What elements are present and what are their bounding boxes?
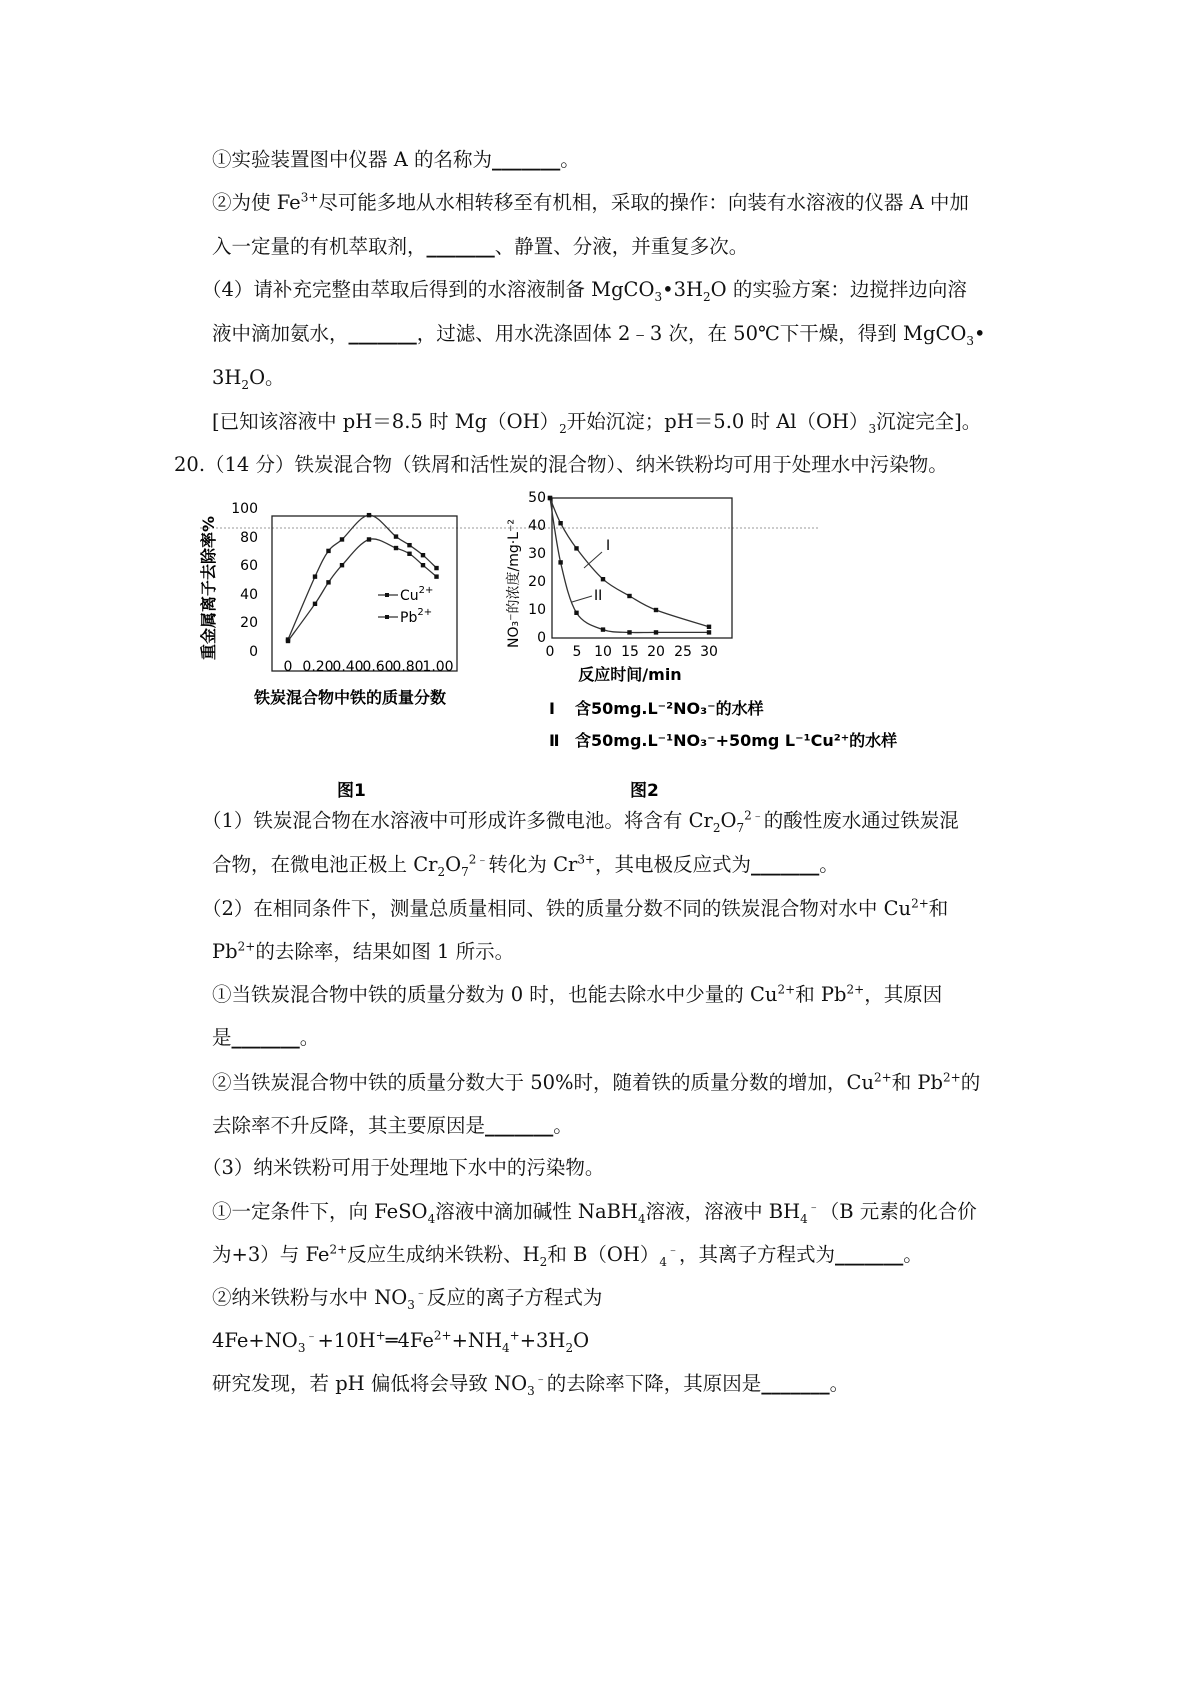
- text-run: ①当铁炭混合物中铁的质量分数为 0 时，也能去除水中少量的 Cu: [212, 983, 778, 1006]
- text-run: O: [445, 853, 462, 876]
- text-run: 4: [800, 1211, 808, 1226]
- text-run: 3: [868, 421, 877, 436]
- text-run: ，其电极反应式为: [595, 853, 752, 876]
- text-line-2: [212, 188, 969, 218]
- text-run: ，过滤、用水洗涤固体 2﹣3 次，在 50℃下干燥，得到 MgCO: [416, 322, 967, 345]
- text-run: •3H: [662, 278, 704, 301]
- fig2-note-1: 含50mg.L⁻²NO₃⁻的水样: [575, 699, 764, 718]
- text-run: 和 Pb: [891, 1071, 944, 1094]
- text-run: 。: [819, 853, 839, 876]
- fig2-point-0-5: [654, 608, 658, 612]
- fig1-point-1-7: [421, 563, 425, 567]
- text-run: 研究发现，若 pH 偏低将会导致 NO: [212, 1372, 528, 1395]
- text-run: 、静置、分液，并重复多次。: [494, 235, 749, 258]
- text-line-20: [212, 1283, 602, 1313]
- answer-blank: _______: [348, 322, 417, 345]
- fig1-point-0-7: [421, 553, 425, 557]
- fig1-x-axis-label: 铁炭混合物中铁的质量分数: [253, 688, 447, 707]
- text-run: ﹣: [666, 1242, 679, 1257]
- text-run: 2: [241, 377, 250, 392]
- fig2-tick-x-5: 25: [674, 644, 692, 660]
- text-line-12: [212, 937, 514, 967]
- text-run: 的去除率下降，其原因是: [546, 1372, 762, 1395]
- text-run: 转化为 Cr: [488, 853, 578, 876]
- fig1-tick-y-0: 0: [249, 644, 258, 660]
- text-run: 2+: [777, 982, 796, 997]
- text-run: ﹣: [305, 1328, 318, 1343]
- text-line-18: [212, 1197, 977, 1227]
- text-run: ②为使 Fe: [212, 191, 301, 214]
- fig1-point-0-6: [407, 543, 411, 547]
- fig1-point-1-1: [313, 602, 317, 606]
- fig1-tick-x-5: 1.00: [422, 659, 454, 675]
- fig2-tick-y-4: 40: [528, 518, 546, 534]
- fig2-tick-x-6: 30: [700, 644, 718, 660]
- fig2-point-1-3: [601, 627, 605, 631]
- fig1-point-1-8: [434, 574, 438, 578]
- text-run: 。: [903, 1243, 923, 1266]
- text-run: 2: [712, 820, 721, 835]
- text-run: （2）在相同条件下，测量总质量相同、铁的质量分数不同的铁炭混合物对水中 Cu: [202, 897, 912, 920]
- figure-2-chart: [505, 490, 897, 750]
- fig2-series-line-1: [550, 498, 709, 633]
- fig1-legend-marker-0: [385, 593, 389, 597]
- text-run: 入一定量的有机萃取剂，: [212, 235, 427, 258]
- text-run: 合物，在微电池正极上 Cr: [212, 853, 438, 876]
- text-run: 4: [659, 1254, 667, 1269]
- text-run: 4: [501, 1340, 510, 1355]
- text-run: 。: [560, 148, 580, 171]
- text-line-11: [202, 894, 948, 924]
- fig2-point-0-2: [574, 546, 578, 550]
- text-run: [已知该溶液中 pH＝8.5 时 Mg（OH）: [212, 410, 560, 433]
- fig1-point-0-2: [326, 549, 330, 553]
- text-line-3: [212, 232, 748, 262]
- fig1-legend-sup-0: 2+: [418, 585, 434, 596]
- fig1-y-axis-label: 重金属离子去除率%: [199, 515, 218, 660]
- fig1-tick-y-2: 40: [240, 587, 258, 603]
- text-run: 3: [654, 289, 663, 304]
- text-run: 液中滴加氨水，: [212, 322, 349, 345]
- text-run: +NH: [451, 1329, 502, 1352]
- text-run: （1）铁炭混合物在水溶液中可形成许多微电池。将含有 Cr: [202, 809, 713, 832]
- figures-area: [199, 490, 1020, 888]
- answer-blank: _______: [426, 235, 495, 258]
- text-line-16: [212, 1111, 573, 1141]
- text-run: 4: [427, 1211, 436, 1226]
- text-run: +: [375, 1328, 386, 1343]
- text-run: 为+3）与 Fe: [212, 1243, 330, 1266]
- fig2-point-0-6: [707, 625, 711, 629]
- fig1-point-1-3: [340, 563, 344, 567]
- fig1-tick-x-0: 0: [283, 659, 293, 675]
- fig2-x-axis-label: 反应时间/min: [578, 665, 682, 684]
- text-run: ﹣: [807, 1199, 820, 1214]
- text-run: 3: [527, 1383, 535, 1398]
- text-run: 7: [736, 820, 745, 835]
- text-run: 2+: [943, 1070, 961, 1085]
- text-run: 4Fe+NO: [212, 1329, 298, 1352]
- text-run: 2+: [237, 939, 256, 954]
- fig1-point-0-5: [394, 534, 398, 538]
- text-line-6: [212, 363, 285, 393]
- text-run: ②纳米铁粉与水中 NO: [212, 1286, 408, 1309]
- text-run: O: [573, 1329, 590, 1352]
- fig2-note-2: 含50mg.L⁻¹NO₃⁻+50mg L⁻¹Cu²⁺的水样: [575, 731, 898, 750]
- fig2-point-0-4: [627, 594, 631, 598]
- fig1-legend-label-0: $Cu^{2+}$: [400, 585, 434, 604]
- text-run: 的: [960, 1071, 981, 1094]
- text-run: ═4Fe: [385, 1329, 434, 1352]
- fig1-point-1-4: [367, 537, 371, 541]
- text-run: 4: [637, 1211, 646, 1226]
- text-run: 3: [407, 1297, 415, 1312]
- fig2-tick-y-1: 10: [528, 602, 546, 618]
- text-run: 3: [297, 1340, 306, 1355]
- fig2-point-1-2: [574, 611, 578, 615]
- text-run: +3H: [519, 1329, 566, 1352]
- fig2-note-2-label: Ⅱ: [549, 731, 560, 750]
- answer-blank: _______: [835, 1243, 904, 1266]
- text-run: 3+: [577, 852, 596, 867]
- text-run: （4）请补充完整由萃取后得到的水溶液制备 MgCO: [202, 278, 655, 301]
- fig1-point-1-6: [407, 552, 411, 556]
- text-run: （B 元素的化合价: [819, 1200, 977, 1223]
- fig1-tick-y-5: 100: [231, 501, 258, 517]
- fig2-series-leader-0: [584, 552, 602, 568]
- text-run: +: [509, 1328, 520, 1343]
- fig2-note-1-label: Ⅰ: [549, 699, 555, 718]
- text-run: O: [720, 809, 737, 832]
- text-line-17: [202, 1153, 604, 1183]
- fig1-tick-y-3: 60: [240, 558, 258, 574]
- answer-blank: _______: [751, 853, 820, 876]
- text-run: ①一定条件下，向 FeSO: [212, 1200, 428, 1223]
- text-line-22: [212, 1369, 849, 1399]
- text-run: 2+: [911, 896, 929, 911]
- text-run: 2+: [846, 982, 865, 997]
- fig2-tick-y-3: 30: [528, 546, 546, 562]
- text-run: 2+: [433, 1328, 452, 1343]
- fig1-point-0-1: [313, 574, 317, 578]
- fig2-tick-y-5: 50: [528, 490, 546, 506]
- figure-1-chart: [199, 501, 457, 707]
- fig1-point-0-8: [434, 566, 438, 570]
- figure-2-number: 图2: [630, 781, 659, 801]
- fig1-legend-marker-1: [385, 615, 389, 619]
- text-line-13: [212, 980, 942, 1010]
- figure-1-number: 图1: [337, 781, 366, 801]
- fig2-point-1-1: [558, 560, 562, 564]
- text-run: 。: [829, 1372, 850, 1395]
- figures-svg: [199, 490, 1020, 888]
- text-line-19: [212, 1240, 923, 1270]
- answer-blank: _______: [761, 1372, 830, 1395]
- answer-blank: _______: [485, 1114, 554, 1137]
- text-run: （3）纳米铁粉可用于处理地下水中的污染物。: [202, 1156, 605, 1179]
- fig2-tick-y-2: 20: [528, 574, 546, 590]
- text-run: 7: [461, 864, 469, 879]
- fig2-series-leader-1: [572, 596, 592, 602]
- text-run: Pb: [212, 940, 238, 963]
- text-run: 2: [539, 1254, 548, 1269]
- fig2-series-label-1: II: [594, 588, 603, 604]
- text-run: 开始沉淀；pH＝5.0 时 Al（OH）: [566, 410, 869, 433]
- fig2-point-1-4: [627, 630, 631, 634]
- fig1-tick-y-1: 20: [240, 615, 258, 631]
- text-run: 2: [565, 1340, 574, 1355]
- text-line-5: [212, 319, 986, 349]
- fig1-point-1-0: [286, 639, 290, 643]
- text-run: 和 Pb: [795, 983, 847, 1006]
- text-line-7: [212, 407, 981, 437]
- fig2-series-group: [548, 496, 711, 635]
- text-run: 3+: [300, 190, 319, 205]
- fig2-tick-x-4: 20: [647, 644, 665, 660]
- answer-blank: _______: [231, 1026, 300, 1049]
- fig1-tick-x-4: 0.80: [392, 659, 424, 675]
- text-run: ①实验装置图中仪器 A 的名称为: [212, 148, 492, 171]
- text-run: ﹣: [414, 1285, 427, 1300]
- text-run: ﹣: [534, 1371, 547, 1386]
- text-line-15: [212, 1068, 980, 1098]
- fig2-tick-x-3: 15: [621, 644, 639, 660]
- fig1-tick-x-3: 0.60: [362, 659, 394, 675]
- fig2-series-label-0: I: [606, 538, 611, 554]
- text-run: +10H: [317, 1329, 376, 1352]
- text-run: 尽可能多地从水相转移至有机相，采取的操作：向装有水溶液的仪器 A 中加: [318, 191, 969, 214]
- text-run: 20.（14 分）铁炭混合物（铁屑和活性炭的混合物）、纳米铁粉均可用于处理水中污染物。: [174, 453, 948, 476]
- fig1-tick-y-4: 80: [240, 530, 258, 546]
- fig2-point-0-3: [601, 577, 605, 581]
- text-run: 反应的离子方程式为: [426, 1286, 603, 1309]
- text-run: 2﹣: [744, 808, 764, 823]
- text-run: 反应生成纳米铁粉、H: [347, 1243, 540, 1266]
- text-run: 的去除率，结果如图 1 所示。: [255, 940, 515, 963]
- text-run: ，其原因: [864, 983, 943, 1006]
- fig2-point-1-0: [548, 496, 552, 500]
- fig1-point-0-4: [367, 513, 371, 517]
- fig1-legend: [378, 585, 433, 626]
- text-run: 2+: [874, 1070, 892, 1085]
- fig2-tick-x-1: 5: [572, 644, 582, 660]
- text-run: 2﹣: [468, 852, 489, 867]
- fig2-point-1-6: [707, 630, 711, 634]
- fig1-point-0-3: [340, 537, 344, 541]
- text-run: 3: [966, 333, 974, 348]
- text-run: 沉淀完全]。: [876, 410, 982, 433]
- text-line-14: [212, 1023, 319, 1053]
- fig1-legend-label-1: $Pb^{2+}$: [400, 607, 433, 626]
- text-run: 2+: [329, 1242, 348, 1257]
- text-run: O 的实验方案：边搅拌边向溶: [710, 278, 967, 301]
- text-line-1: [212, 145, 580, 175]
- fig2-point-1-5: [654, 630, 658, 634]
- text-line-8: [174, 450, 948, 480]
- fig1-point-1-2: [326, 580, 330, 584]
- text-run: 3H: [212, 366, 242, 389]
- text-run: 。: [553, 1114, 573, 1137]
- text-line-4: [202, 275, 967, 305]
- fig1-tick-x-2: 0.40: [332, 659, 364, 675]
- text-run: 2: [703, 289, 711, 304]
- fig2-tick-y-0: 0: [537, 630, 546, 646]
- answer-blank: _______: [491, 148, 561, 171]
- text-run: 2: [437, 864, 446, 879]
- text-run: 2: [559, 421, 567, 436]
- text-run: O。: [249, 366, 285, 389]
- text-run: 是: [212, 1026, 232, 1049]
- fig2-y-axis-label: NO₃⁻的浓度/mg·L⁻²: [506, 519, 522, 648]
- fig2-tick-x-2: 10: [594, 644, 612, 660]
- text-run: 。: [299, 1026, 320, 1049]
- fig1-point-1-5: [394, 546, 398, 550]
- text-run: ，其离子方程式为: [679, 1243, 836, 1266]
- fig2-tick-x-0: 0: [545, 644, 555, 660]
- text-run: ②当铁炭混合物中铁的质量分数大于 50%时，随着铁的质量分数的增加，Cu: [212, 1071, 875, 1094]
- text-run: •: [974, 322, 986, 345]
- text-run: 和 B（OH）: [547, 1243, 660, 1266]
- fig1-tick-x-1: 0.20: [302, 659, 334, 675]
- fig2-point-0-1: [558, 521, 562, 525]
- fig1-legend-sup-1: 2+: [417, 607, 433, 618]
- text-run: 溶液中滴加碱性 NaBH: [435, 1200, 638, 1223]
- text-run: 的酸性废水通过铁炭混: [763, 809, 959, 832]
- text-run: 溶液，溶液中 BH: [645, 1200, 801, 1223]
- text-run: 去除率不升反降，其主要原因是: [212, 1114, 486, 1137]
- text-line-21: [212, 1326, 589, 1356]
- text-run: 和: [928, 897, 949, 920]
